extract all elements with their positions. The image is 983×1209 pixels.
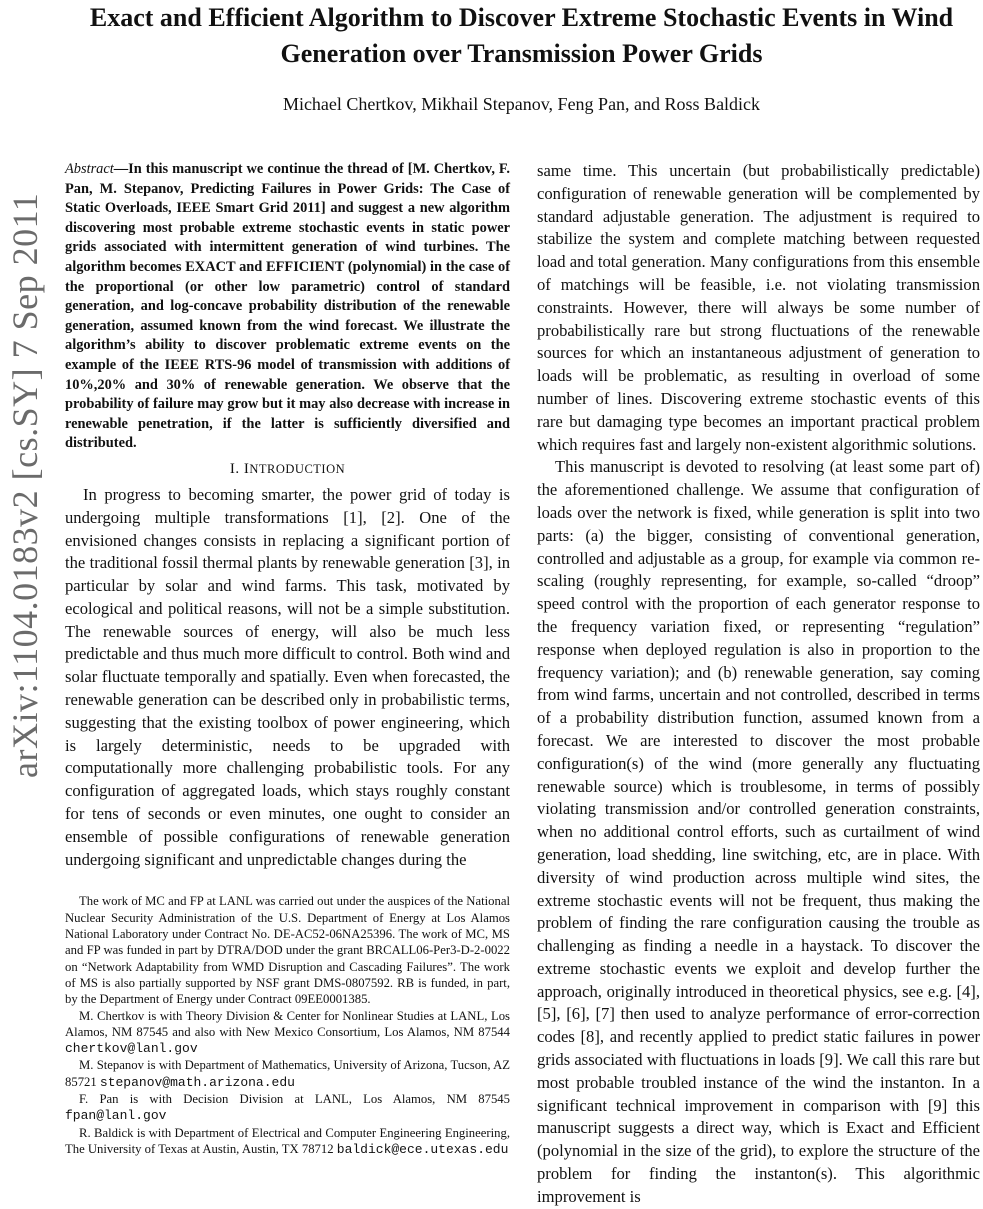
abstract-label: Abstract [65, 161, 114, 177]
email-chertkov[interactable]: chertkov@lanl.gov [65, 1041, 198, 1057]
intro-paragraph-1-continued: same time. This uncertain (but probabilistically predictable) configuration of renewable generation will be complemented by standard adjustable generation. The adjustment is required to stabilize the system and complete matching between requested load and total generation. Many configurations from this ensemble of matchings will be feasible, i.e. not violating transmission constraints. However, there will always be some number of probabilistically rare but strong fluctuations of the renewable sources for which an instantaneous adjustment of generation to loads will be problematic, as resulting in overload of some number of lines. Discovering extreme stochastic events of this rare but damaging type becomes an important practical problem which requires fast and largely non-existent algorithmic solutions. [537, 161, 980, 454]
email-baldick[interactable]: baldick@ece.utexas.edu [336, 1141, 509, 1157]
section-numeral: I. [229, 460, 240, 477]
footnote-pan [65, 1091, 510, 1125]
section-heading-introduction [65, 461, 510, 478]
section-title-rest: NTRODUCTION [249, 461, 346, 476]
arxiv-identifier: arXiv:1104.0183v2 [cs.SY] 7 Sep 2011 [5, 192, 45, 778]
footnote-baldick [65, 1125, 510, 1159]
intro-paragraph-2: This manuscript is devoted to resolving (at least some part of) the aforementioned challenge. We assume that configuration of loads over the network is fixed, while generation is split into two parts: (a) the bigger, consisting of conventional generation, controlled and adjustable as a group, for example via common re-scaling (roughly representing, for example, so-called “droop” speed control with the proportion of each generator response to the frequency variation fixed, or representing “regulation” response when deployed regulation is also in proportion to the frequency variation); and (b) renewable generation, say coming from wind farms, uncertain and not controlled, described in terms of a probability distribution function, assumed known from a forecast. We are interested to discover the most probable configuration(s) of the wind (more generally any fluctuating renewable source) which is troublesome, in terms of possibly violating transmission and/or controlled generation constraints, when no additional control efforts, such as curtailment of wind generation, load shedding, line switching, etc, are in place. With diversity of wind production across multiple wind sites, the extreme stochastic events will not be frequent, thus making the problem of finding the rare configuration causing the trouble as challenging as finding a needle in a haystack. To discover the extreme stochastic events we exploit and develop further the approach, originally introduced in theoretical physics, see e.g. [4], [5], [6], [7] then used to analyze performance of error-correction codes [8], and recently applied to predict static failures in power grids associated with fluctuations in loads [9]. We call this rare but most probable troubled instance of the wind the instanton. In a significant technical improvement in comparison with [9] this manuscript suggests a direct way, which is Exact and Efficient (polynomial in the size of the grid), to explore the structure of the problem for finding the instanton(s). This algorithmic improvement is [537, 457, 980, 1206]
paper-title: Exact and Efficient Algorithm to Discover Extreme Stochastic Events in Wind Generation over Transmission Power Grids [89, 3, 954, 68]
email-stepanov[interactable]: stepanov@math.arizona.edu [99, 1074, 295, 1090]
left-column [65, 160, 510, 1158]
intro-paragraph-1: In progress to becoming smarter, the power grid of today is undergoing multiple transformations [1], [2]. One of the envisioned changes consists in replacing a significant portion of the traditional fossil thermal plants by renewable generation [3], in particular by solar and wind farms. This task, motivated by ecological and political reasons, will not be a simple substitution. The renewable sources of energy, will also be much less predictable and thus much more difficult to control. Both wind and solar fluctuate temporally and spatially. Even when forecasted, the renewable generation can be described only in probabilistic terms, suggesting that the existing toolbox of power engineering, which is largely deterministic, needs to be upgraded with computationally more challenging probabilistic tools. For any configuration of aggregated loads, which stays roughly constant for tens of seconds or even minutes, one ought to consider an ensemble of possible configurations of renewable generation undergoing significant and unpredictable changes during the [65, 484, 510, 869]
abstract-text: —In this manuscript we continue the thread of [M. Chertkov, F. Pan, M. Stepanov, Predicting Failures in Power Grids: The Case of Static Overloads, IEEE Smart Grid 2011] and suggest a new algorithm discovering most probable extreme stochastic events in static power grids associated with intermittent generation of wind turbines. The algorithm becomes EXACT and EFFICIENT (polynomial) in the case of the proportional (or other low parametric) control of standard generation, and log-concave probability distribution of the renewable generation, assumed known from the wind forecast. We illustrate the algorithm’s ability to discover problematic extreme events on the example of the IEEE RTS-96 model of transmission with additions of 10%,20% and 30% of renewable generation. We observe that the probability of failure may grow but it may also decrease with increase in renewable penetration, if the latter is sufficiently diversified and distributed. [65, 161, 510, 452]
section-title-initial: I [243, 460, 250, 477]
footnotes [65, 893, 510, 1158]
footnote-chertkov [65, 1008, 510, 1058]
footnote-baldick-text: R. Baldick is with Department of Electrical and Computer Engineering Engineering, The University of Texas at Austin, Austin, TX 78712 [65, 1125, 510, 1156]
footnote-funding: The work of MC and FP at LANL was carried out under the auspices of the National Nuclear Security Administration of the U.S. Department of Energy at Los Alamos National Laboratory under Contract No. DE-AC52-06NA25396. The work of MC, MS and FP was funded in part by DTRA/DOD under the grant BRCALL06-Per3-D-2-0022 on “Network Adaptability from WMD Disruption and Cascading Failures”. The work of MS is also partially supported by NSF grant DMS-0807592. RB is funded, in part, by the Department of Energy under Contract 09EE0001385. [65, 894, 510, 1007]
footnote-pan-text: F. Pan is with Decision Division at LANL, Los Alamos, NM 87545 [79, 1092, 510, 1107]
author-list: Michael Chertkov, Mikhail Stepanov, Feng Pan, and Ross Baldick [282, 94, 761, 114]
footnote-chertkov-text: M. Chertkov is with Theory Division & Center for Nonlinear Studies at LANL, Los Alamos, NM 87545 and also with New Mexico Consortium, Los Alamos, NM 87544 [65, 1008, 510, 1039]
footnote-stepanov-text: M. Stepanov is with Department of Mathematics, University of Arizona, Tucson, AZ 85721 [65, 1058, 510, 1089]
email-pan[interactable]: fpan@lanl.gov [65, 1108, 167, 1124]
abstract [65, 160, 510, 454]
right-column [537, 160, 980, 1209]
footnote-stepanov [65, 1057, 510, 1091]
